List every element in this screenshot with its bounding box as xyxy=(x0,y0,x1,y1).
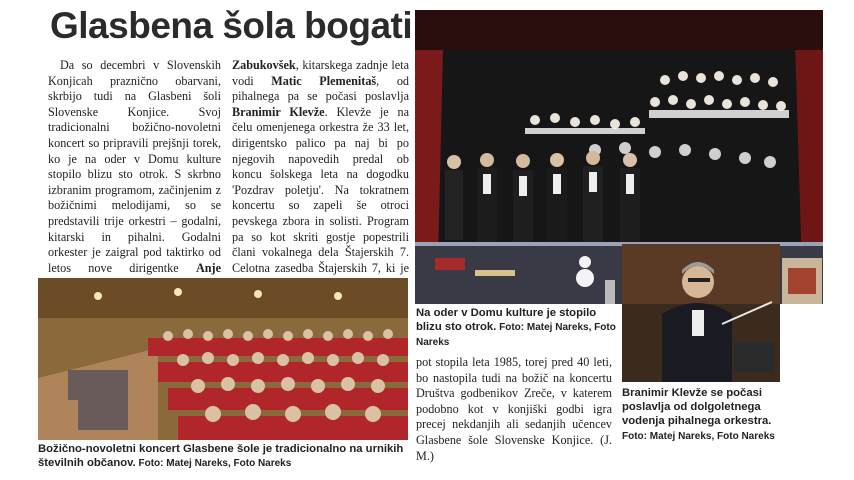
decoration-photo xyxy=(782,258,822,304)
name-anje-ravnikar: Anje xyxy=(195,260,221,275)
article-column-3 xyxy=(416,355,612,465)
name-matic-plemenitas: Matic Plemenitaš xyxy=(271,73,377,88)
audience-photo-caption xyxy=(38,442,408,471)
article-column-2 xyxy=(232,58,409,273)
article-column-1 xyxy=(48,58,221,273)
conductor-photo xyxy=(622,244,780,382)
headline: Glasbena šola bogati xyxy=(50,5,413,46)
name-branimir-klevze: Branimir Klevže xyxy=(232,104,325,119)
photo-credit: Foto: Matej Nareks, Foto Nareks xyxy=(416,322,616,348)
audience-photo xyxy=(38,278,408,440)
caption-text: Božično-novoletni koncert Glasbene šole je tradicionalno na urnikih številnih občanov. xyxy=(38,443,404,469)
caption-text: Na oder v Domu kulture je stopilo blizu sto otrok. xyxy=(416,307,597,333)
stage-photo-caption xyxy=(416,306,616,350)
column-2-text-b: , od pihalnega pa se počasi poslavlja xyxy=(232,73,409,104)
column-1-text: Da so decembri v Slovenskih Konjicah praznično obarvani, skrbijo tudi na Glasbeni šoli Slovenske Konjice. Svoj tradicionalni božično-novoletni koncert so pripravili prejšnji torek, ko je na oder v Domu kulture stopilo blizu sto otrok. S skrbno izbranim programom, začinjenim z božičnimi melodijami, so se predstavili trije orkestri – godalni, kitarski in pihalni. Godalni orkester je zaigral pod taktirko od letos nove dirigentke xyxy=(48,58,221,275)
column-2-text-a: , kitarskega zadnje leta vodi xyxy=(232,58,409,88)
article-paragraph: pot stopila leta 1985, torej pred 40 leti, bo nastopila tudi na božič na koncertu Društva godbenikov Zreče, v katerem podobno kot v konjiški godbi igra precej nekdanjih ali sedanjih učencev Glasbene šole Slovenske Konjice. (J. M.) xyxy=(416,355,612,463)
caption-text: Branimir Klevže se počasi poslavlja od dolgoletnega vodenja pihalnega orkestra. xyxy=(622,387,772,427)
column-2-text-c: . Klevže je na čelu omenjenega orkestra že 33 let, dirigentsko palico pa naj bi po njegovih napovedih predal ob koncu šolskega leta na dogodku 'Pozdrav poletju'. Na tokratnem koncertu so zapeli še otroci pevskega zbora in solisti. Program pa so kot skriti gostje popestrili člani vokalnega dela Štajerskih 7. Celotna zasedba Štajerskih 7, ki je xyxy=(232,104,409,275)
article-paragraph xyxy=(232,58,409,292)
name-zabukovsek: Zabukovšek xyxy=(232,58,296,72)
conductor-photo-caption xyxy=(622,386,782,444)
photo-credit: Foto: Matej Nareks, Foto Nareks xyxy=(135,458,292,469)
article-paragraph xyxy=(48,58,221,292)
photo-credit: Foto: Matej Nareks, Foto Nareks xyxy=(622,431,775,442)
